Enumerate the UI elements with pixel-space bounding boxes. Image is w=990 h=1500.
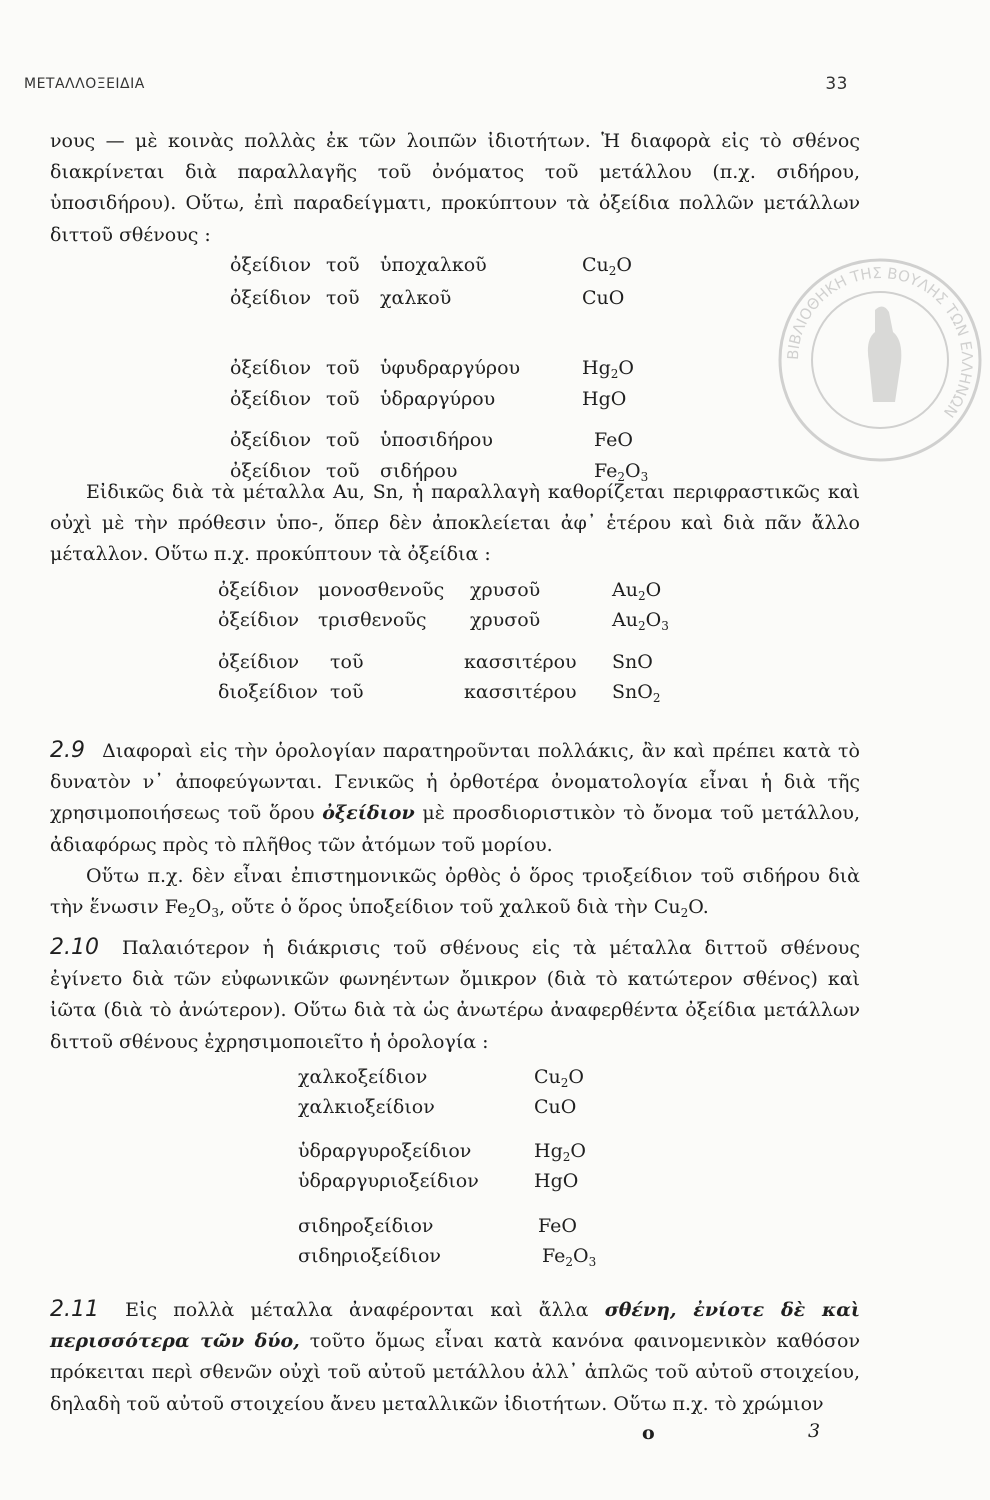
paragraph-au-sn: Εἰδικῶς διὰ τὰ μέταλλα Au, Sn, ἡ παραλλαγὴ καθορίζεται περιφραστικῶς καὶ οὐχὶ μὲ τὴν πρόθεσιν ὑπο-, ὅπερ δὲν ἀποκλείεται ἀφ᾽ ἑτέρου καὶ διὰ πᾶν ἄλλο μέταλλον. Οὕτω π.χ. προκύπτουν τὰ ὀξείδια : <box>50 481 860 566</box>
article: τοῦ <box>326 254 360 276</box>
formula: $Hg_2O$ <box>534 1140 586 1164</box>
article: τοῦ <box>326 287 360 309</box>
metal-name: ὑποσιδήρου <box>380 429 493 451</box>
old-term: ὑδραργυριοξείδιον <box>298 1170 479 1192</box>
formula: FeO <box>538 1215 577 1237</box>
section-2-11: 2.11 Εἰς πολλὰ μέταλλα ἀναφέρονται καὶ ἄλλα σθένη, ἐνίοτε δὲ καὶ περισσότερα τῶν δύο, τοῦτο ὅμως εἶναι κατὰ κανόνα φαινομενικὸν καθόσον πρόκειται περὶ σθενῶν οὐχὶ τοῦ αὐτοῦ μετάλλου ἀλλ᾽ ἁπλῶς τοῦ αὐτοῦ στοιχείου, δηλαδὴ τοῦ αὐτοῦ στοιχείου ἄνευ μεταλλικῶν ἰδιοτήτων. Οὕτω π.χ. τὸ χρώμιον <box>50 1297 861 1415</box>
term: διοξείδιον <box>218 681 318 703</box>
term-oxeidion: ὀξείδιον <box>322 802 415 825</box>
term: ὀξείδιον <box>230 357 312 379</box>
article: τοῦ <box>326 460 360 482</box>
emphasis-valences: σθένη, ἐνίοτε δὲ καὶ περισσότερα τῶν δύο, <box>50 1299 861 1353</box>
metal-name: χαλκοῦ <box>380 287 452 309</box>
metal-name: ὑποχαλκοῦ <box>380 254 487 276</box>
old-term: ὑδραργυροξείδιον <box>298 1140 472 1162</box>
signature-number: 3 <box>808 1420 821 1442</box>
intro-paragraph: νους — μὲ κοινὰς πολλὰς ἐκ τῶν λοιπῶν ἰδιοτήτων. Ἡ διαφορὰ εἰς τὸ σθένος διακρίνεται διὰ παραλλαγῆς τοῦ ὀνόματος τοῦ μετάλλου (π.χ. σιδήρου, ὑποσιδήρου). Οὕτω, ἐπὶ παραδείγματι, προκύπτουν τὰ ὀξείδια πολλῶν μετάλλων διττοῦ σθένους : <box>50 130 860 246</box>
metal-name: ὑφυδραργύρου <box>380 357 521 379</box>
section-number: 2.10 <box>50 935 99 960</box>
article: τοῦ <box>326 429 360 451</box>
footer-mark: o <box>642 1422 655 1444</box>
term: ὀξείδιον <box>230 429 312 451</box>
term: ὀξείδιον <box>230 287 312 309</box>
article: τοῦ <box>326 357 360 379</box>
old-term: σιδηροξείδιον <box>298 1215 434 1237</box>
qualifier: τοῦ <box>330 681 364 703</box>
term: ὀξείδιον <box>230 460 312 482</box>
term: ὀξείδιον <box>230 254 312 276</box>
qualifier: τρισθενοῦς <box>318 609 427 631</box>
section-2-9: 2.9 Διαφοραὶ εἰς τὴν ὁρολογίαν παρατηροῦνται πολλάκις, ἂν καὶ πρέπει κατὰ τὸ δυνατὸν ν᾽ ἀποφεύγωνται. Γενικῶς ἡ ὀρθοτέρα ὀνοματολογία εἶναι ἡ διὰ τῆς χρησιμοποιήσεως τοῦ ὅρου ὀξείδιον μὲ προσδιοριστικὸν τὸ ὄνομα τοῦ μετάλλου, ἀδιαφόρως πρὸς τὸ πλῆθος τῶν ἀτόμων τοῦ μορίου. Οὕτω π.χ. δὲν εἶναι ἐπιστημονικῶς ὀρθὸς ὁ ὅρος τριοξείδιον τοῦ σιδήρου διὰ τὴν ἕνωσιν $Fe_2O_3$, οὔτε ὁ ὅρος ὑποξείδιον τοῦ χαλκοῦ διὰ τὴν $Cu_2O$. <box>50 738 860 921</box>
formula: $Hg_2O$ <box>582 357 634 381</box>
library-stamp <box>770 250 990 470</box>
formula: $Au_2O$ <box>612 579 662 603</box>
term: ὀξείδιον <box>218 651 300 673</box>
metal-name: κασσιτέρου <box>464 651 577 673</box>
old-term: χαλκιοξείδιον <box>298 1096 435 1118</box>
term: ὀξείδιον <box>218 579 300 601</box>
formula: SnO <box>612 651 653 673</box>
article: τοῦ <box>326 388 360 410</box>
formula: FeO <box>594 429 633 451</box>
formula: SnO$_2$ <box>612 681 661 705</box>
section-number: 2.9 <box>50 738 85 763</box>
metal-name: σιδήρου <box>380 460 458 482</box>
qualifier: μονοσθενοῦς <box>318 579 445 601</box>
formula: $Fe_2O_3$ <box>594 460 649 484</box>
term: ὀξείδιον <box>230 388 312 410</box>
formula: CuO <box>534 1096 577 1118</box>
formula: HgO <box>582 388 627 410</box>
metal-name: κασσιτέρου <box>464 681 577 703</box>
old-term: σιδηριοξείδιον <box>298 1245 441 1267</box>
formula: $Cu_2O$ <box>582 254 632 278</box>
metal-name: ὑδραργύρου <box>380 388 496 410</box>
term: ὀξείδιον <box>218 609 300 631</box>
section-2-10: 2.10 Παλαιότερον ἡ διάκρισις τοῦ σθένους εἰς τὰ μέταλλα διττοῦ σθένους ἐγίνετο διὰ τῶν εὐφωνικῶν φωνηέντων ὄμικρον (διὰ τὸ κατώτερον σθένος) καὶ ἰῶτα (διὰ τὸ ἀνώτερον). Οὕτω διὰ τὰ ὡς ἀνωτέρω ἀναφερθέντα ὀξείδια μετάλλων διττοῦ σθένους ἐχρησιμοποιεῖτο ἡ ὁρολογία : <box>50 935 860 1053</box>
page-number: 33 <box>825 74 848 94</box>
svg-text:ΒΙΒΛΙΟΘΗΚΗ ΤΗΣ ΒΟΥΛΗΣ ΤΩΝ ΕΛΛΗ: ΒΙΒΛΙΟΘΗΚΗ ΤΗΣ ΒΟΥΛΗΣ ΤΩΝ ΕΛΛΗΝΩΝ <box>783 263 977 421</box>
running-title: ΜΕΤΑΛΛΟΞΕΙΔΙΑ <box>24 76 145 92</box>
formula: $Cu_2O$ <box>534 1066 584 1090</box>
section-number: 2.11 <box>50 1297 99 1322</box>
metal-name: χρυσοῦ <box>470 579 541 601</box>
metal-name: χρυσοῦ <box>470 609 541 631</box>
old-term: χαλκοξείδιον <box>298 1066 428 1088</box>
formula: $Au_2O_3$ <box>612 609 669 633</box>
formula: CuO <box>582 287 625 309</box>
qualifier: τοῦ <box>330 651 364 673</box>
formula: HgO <box>534 1170 579 1192</box>
formula: $Fe_2O_3$ <box>542 1245 597 1269</box>
